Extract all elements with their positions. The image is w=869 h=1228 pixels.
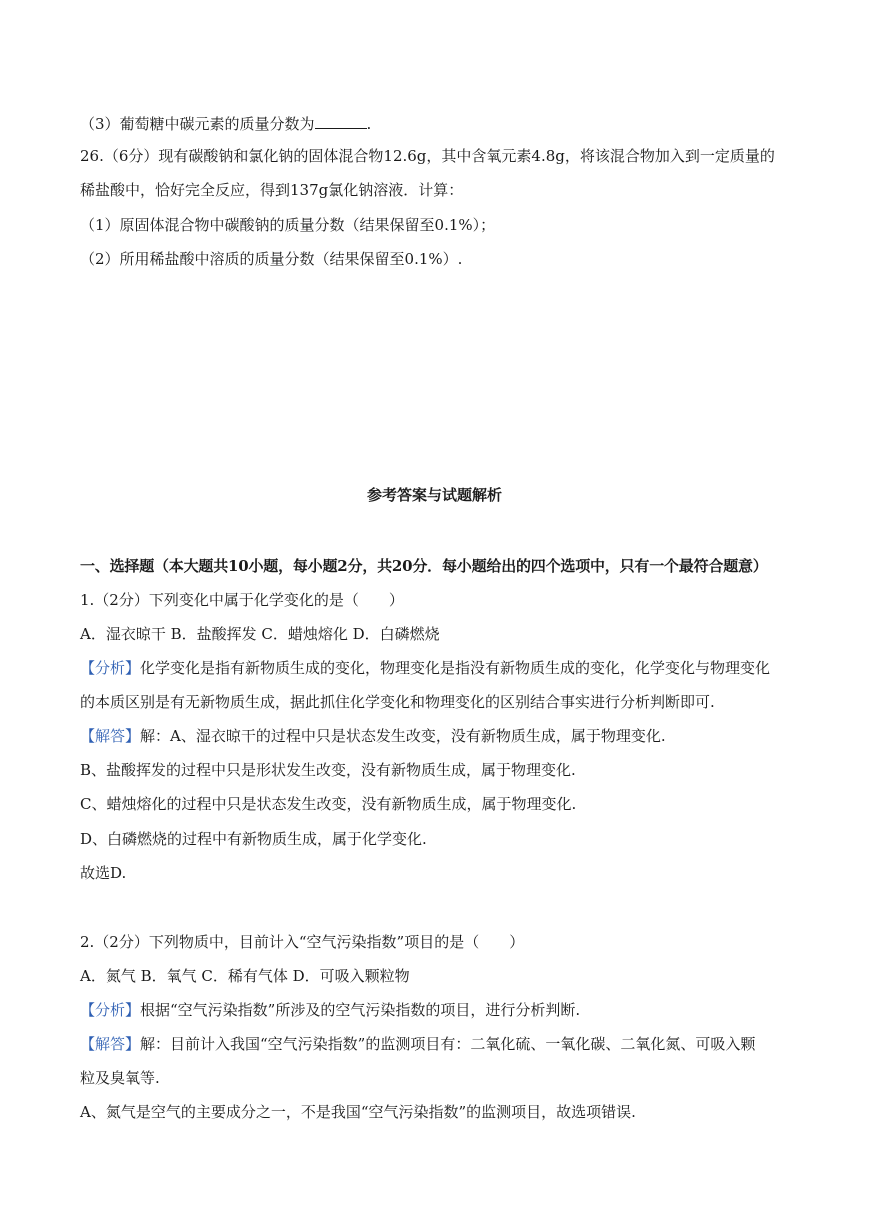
q1-analysis: [80, 658, 770, 678]
q2-options: A．氮气 B．氧气 C．稀有气体 D．可吸入颗粒物: [80, 967, 410, 985]
answer-blank: [315, 114, 367, 129]
q1-answer-c: C、蜡烛熔化的过程中只是状态发生改变，没有新物质生成，属于物理变化.: [80, 795, 577, 813]
q25-part3-text: （3）葡萄糖中碳元素的质量分数为: [80, 115, 315, 133]
q1-answer-text: 解：A、湿衣晾干的过程中只是状态发生改变，没有新物质生成，属于物理变化.: [140, 727, 666, 745]
q2-answer-text: 解：目前计入我国“空气污染指数”的监测项目有：二氧化硫、一氧化碳、二氧化氮、可吸入颗: [140, 1035, 756, 1053]
q1-analysis-text: 化学变化是指有新物质生成的变化，物理变化是指没有新物质生成的变化，化学变化与物理变化: [140, 659, 771, 677]
q26-part2: （2）所用稀盐酸中溶质的质量分数（结果保留至0.1%）.: [80, 250, 463, 268]
q2-answer-a: A、氮气是空气的主要成分之一，不是我国“空气污染指数”的监测项目，故选项错误.: [80, 1103, 636, 1121]
q1-options: A．湿衣晾干 B．盐酸挥发 C．蜡烛熔化 D．白磷燃烧: [80, 625, 440, 643]
q2-analysis: [80, 1000, 580, 1020]
q25-part3-end: .: [366, 115, 372, 133]
q1-conclusion: 故选D.: [80, 864, 127, 882]
analysis-tag: 【分析】: [80, 659, 141, 677]
q2-stem: 2.（2分）下列物质中，目前计入“空气污染指数”项目的是（ ）: [80, 933, 525, 951]
q1-answer-b: B、盐酸挥发的过程中只是形状发生改变，没有新物质生成，属于物理变化.: [80, 761, 576, 779]
q2-answer-line2: 粒及臭氧等.: [80, 1069, 160, 1087]
analysis-tag: 【分析】: [80, 1001, 141, 1019]
q26-stem-line2: 稀盐酸中，恰好完全反应，得到137g氯化钠溶液．计算：: [80, 181, 464, 199]
q25-part3: [80, 114, 371, 134]
q1-answer-d: D、白磷燃烧的过程中有新物质生成，属于化学变化.: [80, 830, 427, 848]
q1-analysis-line2: 的本质区别是有无新物质生成，据此抓住化学变化和物理变化的区别结合事实进行分析判断即可.: [80, 693, 715, 711]
q2-analysis-text: 根据“空气污染指数”所涉及的空气污染指数的项目，进行分析判断.: [140, 1001, 581, 1019]
q1-answer: [80, 726, 666, 746]
answer-tag: 【解答】: [80, 1035, 141, 1053]
answers-title: 参考答案与试题解析: [366, 486, 502, 504]
q2-answer: [80, 1034, 755, 1054]
answer-tag: 【解答】: [80, 727, 141, 745]
q1-stem: 1.（2分）下列变化中属于化学变化的是（ ）: [80, 591, 404, 609]
section-heading: 一、选择题（本大题共10小题，每小题2分，共20分．每小题给出的四个选项中，只有一个最符合题意）: [80, 557, 768, 575]
q26-part1: （1）原固体混合物中碳酸钠的质量分数（结果保留至0.1%）；: [80, 216, 496, 234]
q26-stem-line1: 26.（6分）现有碳酸钠和氯化钠的固体混合物12.6g，其中含氧元素4.8g，将该混合物加入到一定质量的: [80, 147, 775, 165]
